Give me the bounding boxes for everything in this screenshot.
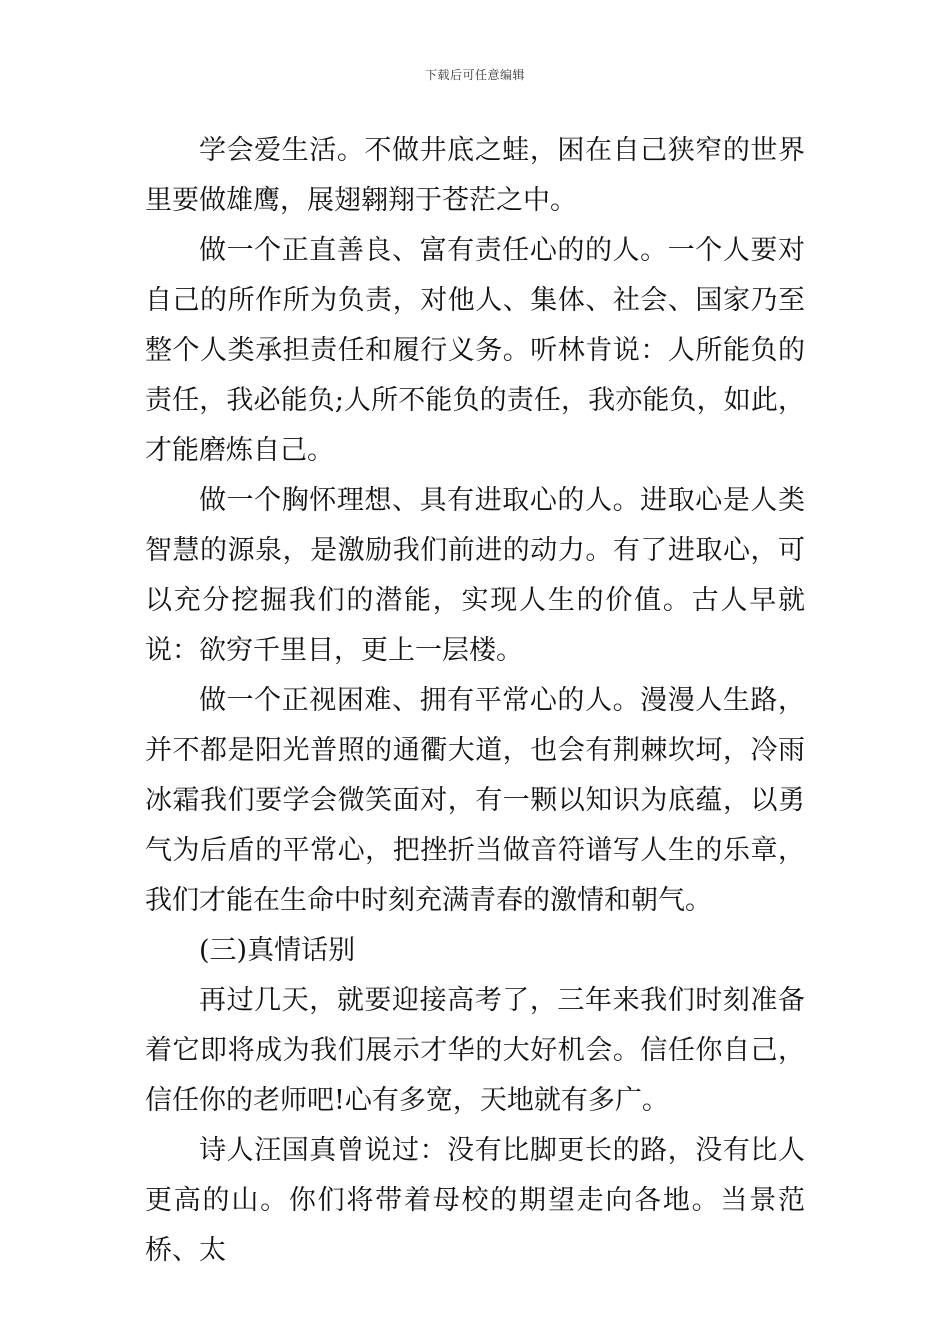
paragraph-1: 学会爱生活。不做井底之蛙，困在自己狭窄的世界里要做雄鹰，展翅翱翔于苍茫之中。 [145,135,805,216]
paragraph-5: 再过几天，就要迎接高考了，三年来我们时刻准备着它即将成为我们展示才华的大好机会。信任你自己，信任你的老师吧!心有多宽，天地就有多广。 [145,985,805,1116]
paragraph-6: 诗人汪国真曾说过：没有比脚更长的路，没有比人更高的山。你们将带着母校的期望走向各地。当景范桥、太 [145,1135,805,1266]
section-heading: (三)真情话别 [199,935,356,966]
header-note: 下载后可任意编辑 [424,68,525,82]
paragraph-4: 做一个正视困难、拥有平常心的人。漫漫人生路，并不都是阳光普照的通衢大道，也会有荆棘坎坷，冷雨冰霜我们要学会微笑面对，有一颗以知识为底蕴，以勇气为后盾的平常心，把挫折当做音符谱写人生的乐章，我们才能在生命中时刻充满青春的激情和朝气。 [145,685,805,916]
paragraph-3: 做一个胸怀理想、具有进取心的人。进取心是人类智慧的源泉，是激励我们前进的动力。有了进取心，可以充分挖掘我们的潜能，实现人生的价值。古人早就说：欲穷千里目，更上一层楼。 [145,485,805,666]
paragraph-2: 做一个正直善良、富有责任心的的人。一个人要对自己的所作所为负责，对他人、集体、社会、国家乃至整个人类承担责任和履行义务。听林肯说：人所能负的责任，我必能负;人所不能负的责任，我亦能负，如此，才能磨炼自己。 [145,235,805,466]
document-body [145,126,805,1276]
